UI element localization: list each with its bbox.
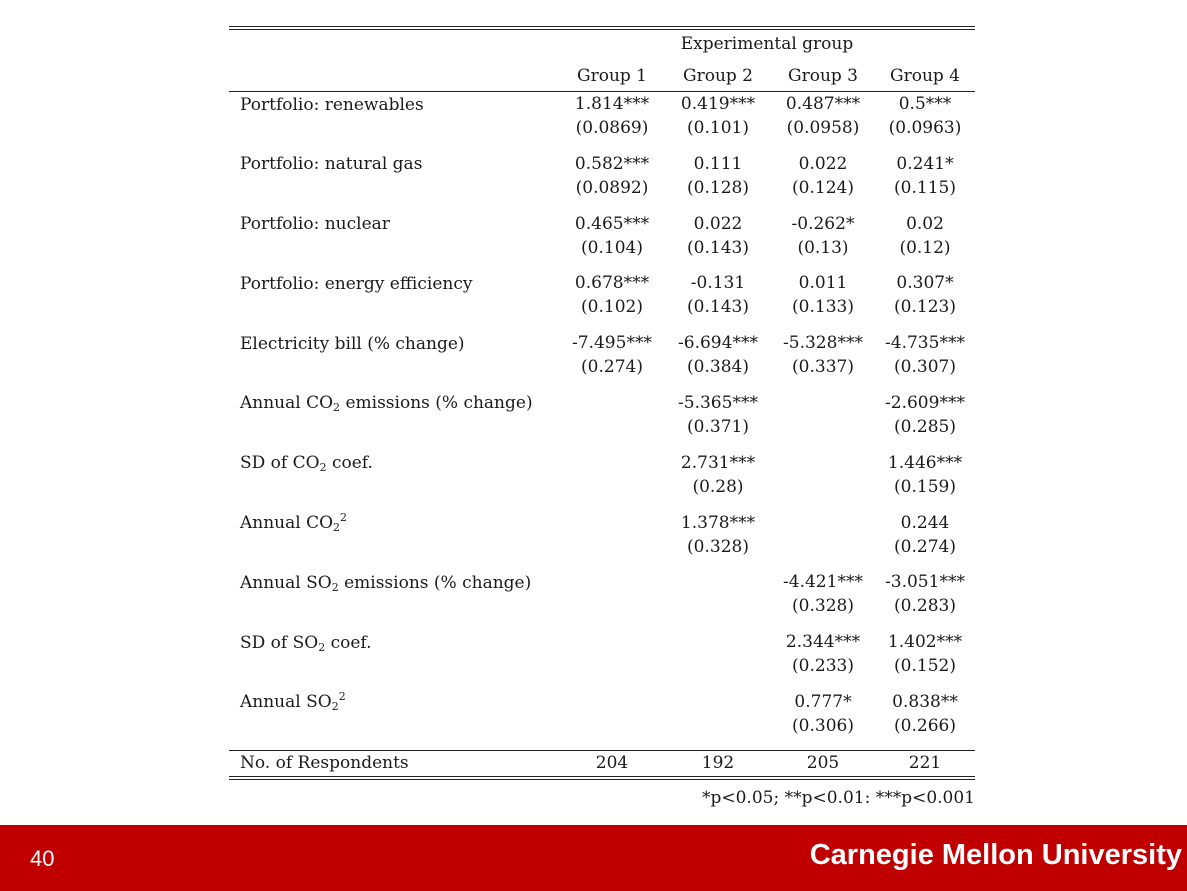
coefficient-line (229, 331, 975, 355)
table-row (229, 152, 975, 212)
column-header-group-1: Group 1 (577, 65, 647, 86)
row-label-pre: Electricity bill (% change) (240, 333, 465, 354)
se-cell-group-4: (0.123) (894, 297, 956, 318)
coef-cell-group-4: 0.838** (892, 691, 958, 712)
se-cell-group-2: (0.128) (687, 177, 749, 198)
row-label-sub: 2 (331, 700, 339, 714)
coef-cell-group-2: 0.111 (693, 153, 743, 174)
standard-error-line (229, 475, 975, 499)
row-label-post: coef. (325, 632, 372, 653)
row-label-pre: Annual SO (240, 572, 332, 593)
coefficient-line (229, 570, 975, 594)
coef-cell-group-2: 0.022 (693, 213, 743, 234)
se-cell-group-3: (0.233) (792, 656, 854, 677)
row-label-sup: 2 (338, 690, 346, 704)
coef-cell-group-4: 0.5*** (898, 94, 952, 114)
coefficient-line (229, 92, 975, 116)
coefficient-line (229, 212, 975, 236)
coef-cell-group-3: 2.344*** (785, 632, 861, 653)
se-cell-group-4: (0.307) (894, 357, 956, 378)
coef-cell-group-1: 0.678*** (574, 273, 650, 294)
se-cell-group-3: (0.306) (792, 715, 854, 736)
table-row (229, 331, 975, 391)
respondents-group-4: 221 (908, 753, 942, 774)
standard-error-line (229, 236, 975, 260)
row-label-pre: Portfolio: renewables (240, 94, 424, 115)
standard-error-line (229, 535, 975, 559)
coef-cell-group-3: -0.262* (791, 213, 855, 234)
footer-bar (0, 825, 1187, 891)
coefficient-line (229, 511, 975, 535)
row-label-sup: 2 (340, 511, 348, 525)
respondents-group-3: 205 (806, 753, 840, 774)
row-label-pre: Annual CO (240, 393, 334, 414)
se-cell-group-2: (0.328) (687, 536, 749, 557)
coef-cell-group-2: 0.419*** (680, 94, 756, 114)
group-header-row (229, 30, 975, 60)
row-label-sub: 2 (333, 521, 341, 535)
coef-cell-group-2: 1.378*** (680, 512, 756, 533)
se-cell-group-1: (0.0869) (575, 118, 649, 138)
row-label (229, 571, 559, 594)
row-label-pre: Annual CO (240, 513, 334, 534)
coef-cell-group-3: 0.022 (798, 153, 848, 174)
se-cell-group-1: (0.104) (581, 237, 643, 258)
se-cell-group-3: (0.133) (792, 297, 854, 318)
se-cell-group-3: (0.328) (792, 596, 854, 617)
table-body (229, 92, 975, 750)
coef-cell-group-4: 1.402*** (887, 632, 963, 653)
coef-cell-group-4: 0.02 (906, 213, 944, 234)
standard-error-line (229, 176, 975, 200)
se-cell-group-3: (0.337) (792, 357, 854, 378)
row-label-sub: 2 (331, 580, 339, 594)
respondents-label: No. of Respondents (240, 753, 409, 774)
coefficient-line (229, 391, 975, 415)
coefficient-line (229, 630, 975, 654)
row-label (229, 272, 559, 295)
row-label-pre: Portfolio: nuclear (240, 214, 390, 235)
row-label (229, 93, 559, 116)
coef-cell-group-3: 0.487*** (785, 94, 861, 114)
se-cell-group-2: (0.101) (687, 118, 749, 138)
standard-error-line (229, 415, 975, 439)
standard-error-line (229, 594, 975, 618)
row-label-post: emissions (% change) (340, 393, 533, 414)
coef-cell-group-2: -5.365*** (678, 392, 758, 413)
se-cell-group-4: (0.115) (894, 177, 956, 198)
se-cell-group-4: (0.266) (894, 715, 956, 736)
coefficient-line (229, 271, 975, 295)
se-cell-group-1: (0.274) (581, 357, 643, 378)
coef-cell-group-3: 0.011 (798, 273, 848, 294)
table-row (229, 630, 975, 690)
se-cell-group-4: (0.12) (899, 237, 951, 258)
coef-cell-group-4: 0.307* (896, 273, 954, 294)
se-cell-group-2: (0.143) (687, 237, 749, 258)
se-cell-group-1: (0.0892) (575, 177, 649, 198)
table-row (229, 391, 975, 451)
column-header-row (229, 60, 975, 92)
se-cell-group-2: (0.384) (687, 357, 749, 378)
se-cell-group-4: (0.285) (894, 416, 956, 437)
coef-cell-group-2: -0.131 (690, 273, 746, 294)
coefficient-line (229, 690, 975, 714)
coef-cell-group-4: 0.244 (900, 512, 950, 533)
row-label-pre: Portfolio: energy efficiency (240, 273, 473, 294)
row-label-pre: Portfolio: natural gas (240, 154, 423, 175)
se-cell-group-3: (0.13) (797, 237, 849, 258)
row-label (229, 152, 559, 175)
se-cell-group-2: (0.143) (687, 297, 749, 318)
row-label-sub: 2 (333, 401, 341, 415)
regression-table (229, 26, 975, 808)
row-label (229, 332, 559, 355)
respondents-group-1: 204 (595, 753, 629, 774)
table-row (229, 690, 975, 750)
row-label (229, 511, 559, 534)
se-cell-group-3: (0.0958) (786, 118, 860, 138)
coef-cell-group-3: -5.328*** (783, 333, 863, 354)
coefficient-line (229, 152, 975, 176)
se-cell-group-4: (0.159) (894, 476, 956, 497)
table-row (229, 92, 975, 152)
standard-error-line (229, 116, 975, 140)
coef-cell-group-3: -4.421*** (783, 572, 863, 593)
coefficient-line (229, 451, 975, 475)
table-row (229, 570, 975, 630)
se-cell-group-3: (0.124) (792, 177, 854, 198)
table-row (229, 212, 975, 272)
coef-cell-group-3: 0.777* (794, 691, 852, 712)
row-label (229, 631, 559, 654)
coef-cell-group-4: -2.609*** (885, 392, 965, 413)
page-number: 40 (30, 846, 55, 871)
coef-cell-group-1: 0.582*** (574, 153, 650, 174)
coef-cell-group-4: 1.446*** (887, 452, 963, 473)
column-header-group-4: Group 4 (890, 65, 960, 86)
standard-error-line (229, 355, 975, 379)
table-row (229, 511, 975, 571)
se-cell-group-4: (0.274) (894, 536, 956, 557)
column-header-group-2: Group 2 (683, 65, 753, 86)
row-label (229, 690, 559, 713)
se-cell-group-4: (0.152) (894, 656, 956, 677)
coef-cell-group-2: 2.731*** (680, 452, 756, 473)
respondents-row (229, 750, 975, 776)
significance-note: *p<0.05; **p<0.01: ***p<0.001 (701, 787, 975, 808)
table-row (229, 451, 975, 511)
respondents-group-2: 192 (701, 753, 735, 774)
se-cell-group-2: (0.28) (692, 476, 744, 497)
row-label-post: emissions (% change) (338, 572, 532, 593)
coef-cell-group-1: 1.814*** (574, 94, 650, 114)
coef-cell-group-2: -6.694*** (678, 333, 758, 354)
row-label (229, 451, 559, 474)
se-cell-group-2: (0.371) (687, 416, 749, 437)
se-cell-group-4: (0.283) (894, 596, 956, 617)
row-label-pre: Annual SO (240, 692, 332, 713)
se-cell-group-1: (0.102) (581, 297, 643, 318)
row-label-pre: SD of SO (240, 632, 319, 653)
brand-name: Carnegie Mellon University (809, 839, 1182, 871)
coef-cell-group-4: -4.735*** (885, 333, 965, 354)
row-label-pre: SD of CO (240, 453, 320, 474)
group-header-title: Experimental group (680, 34, 854, 54)
row-label (229, 212, 559, 235)
standard-error-line (229, 654, 975, 678)
coef-cell-group-1: -7.495*** (572, 333, 652, 354)
coef-cell-group-4: -3.051*** (885, 572, 965, 593)
se-cell-group-4: (0.0963) (888, 118, 962, 138)
row-label-post: coef. (326, 453, 373, 474)
row-label (229, 391, 559, 414)
standard-error-line (229, 295, 975, 319)
column-header-group-3: Group 3 (788, 65, 858, 86)
row-label-sub: 2 (319, 461, 327, 475)
row-label-sub: 2 (318, 640, 326, 654)
coef-cell-group-4: 0.241* (896, 153, 954, 174)
table-row (229, 271, 975, 331)
standard-error-line (229, 714, 975, 738)
coef-cell-group-1: 0.465*** (574, 213, 650, 234)
